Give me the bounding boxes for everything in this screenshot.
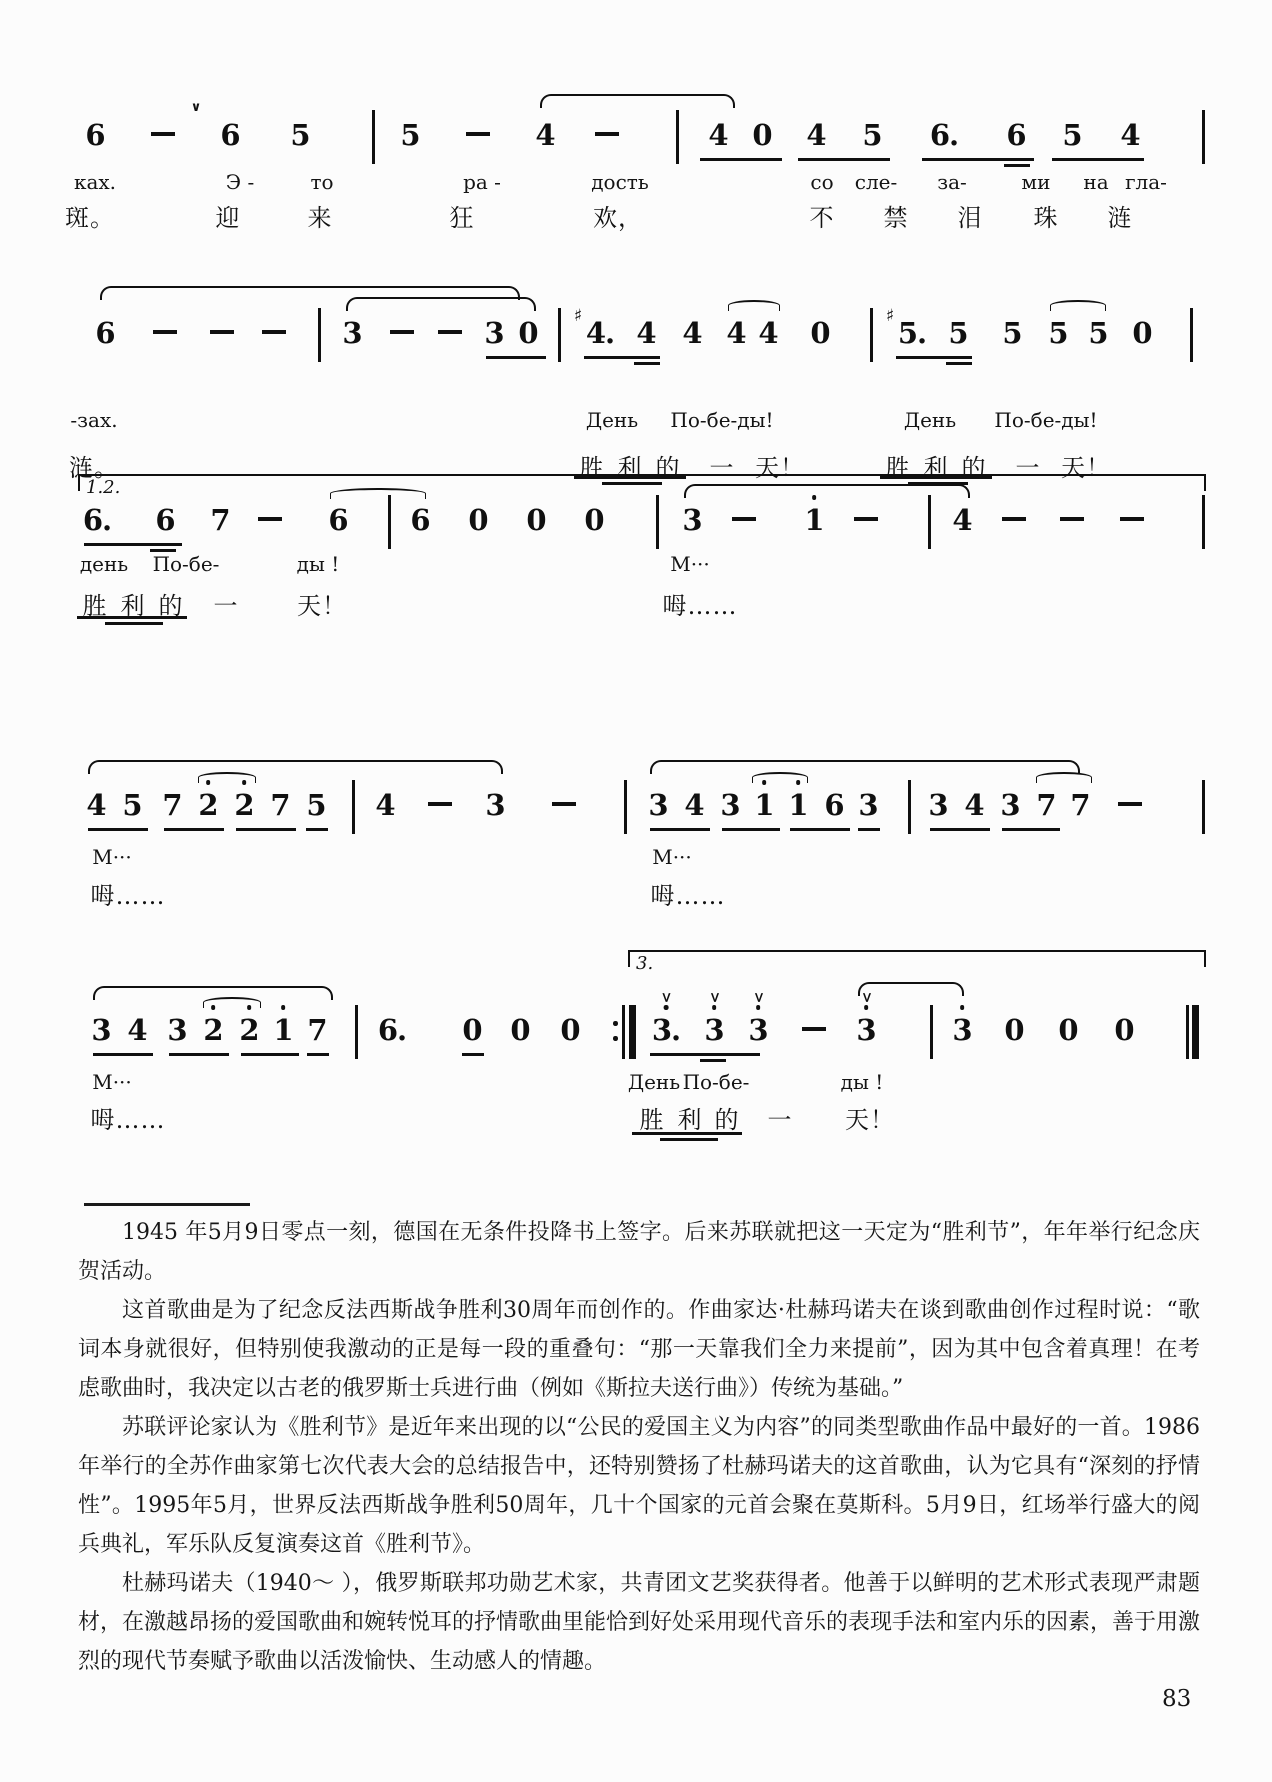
lyric-russian: М··· (92, 845, 132, 869)
beam-underline (700, 158, 782, 161)
beam-underline (88, 828, 148, 831)
lyric-chinese: 来 (307, 204, 333, 232)
rhythm-dash (552, 802, 576, 806)
lyric-chinese: 利 (617, 454, 643, 482)
note-digit: 2 (239, 1013, 258, 1047)
rhythm-dash (595, 132, 619, 136)
lyric-chinese: 泪 (957, 204, 983, 232)
note-digit: 4 (682, 316, 702, 350)
rhythm-dash (802, 1027, 826, 1031)
note-digit: 3 > (748, 991, 768, 1047)
beam-underline (486, 356, 546, 359)
volta-bracket (78, 474, 1206, 498)
beam-underline (634, 362, 660, 365)
note-digit: 7 (307, 1013, 327, 1047)
note-digit: 3 > (856, 991, 876, 1047)
note-digit: 4 (726, 316, 746, 350)
beam-underline (1052, 158, 1144, 161)
lyric-chinese: 胜 (82, 592, 108, 620)
paragraph: 这首歌曲是为了纪念反法西斯战争胜利30周年而创作的。作曲家达·杜赫玛诺夫在谈到歌曲创作过程时说：“歌词本身就很好，但特别使我激动的正是每一段的重叠句：“那一天靠我们全力来提前”，因为其中包含着真理！在考虑歌曲时，我决定以古老的俄罗斯士兵进行曲（例如《斯拉夫送行曲》）传统为基础。” (78, 1298, 1200, 1401)
lyric-chinese: 狂 (449, 204, 475, 232)
lyric-chinese: 利 (677, 1106, 703, 1134)
beam-underline (1004, 164, 1030, 167)
lyric-russian: ды ! (296, 552, 340, 576)
lyric-russian: ра - (463, 170, 501, 194)
lyric-chinese: 天！ (1061, 454, 1111, 482)
beam-underline (700, 1059, 726, 1062)
notes-text (78, 1213, 1200, 1681)
octave-dot (712, 1005, 717, 1010)
lyric-chinese: 一 (709, 454, 735, 482)
barline (1190, 308, 1193, 362)
note-digit: 3 (484, 316, 504, 350)
barline (352, 780, 355, 834)
beam-underline (462, 1053, 484, 1056)
note-digit: 3 (1000, 788, 1020, 822)
note-digit: 7 (1070, 788, 1090, 822)
note-digit: 5 (1088, 316, 1108, 350)
barline (1202, 495, 1205, 549)
lyric-chinese: 涟 (1107, 204, 1133, 232)
lyric-russian: Э - (225, 170, 255, 194)
lyric-chinese: 斑。 (65, 204, 115, 232)
rhythm-dash (732, 517, 756, 521)
lyric-russian: М··· (652, 845, 692, 869)
barline (622, 1005, 625, 1059)
note-digit: 1 (754, 788, 773, 822)
lyric-russian: день (79, 552, 129, 576)
note-digit: 3 (485, 788, 505, 822)
lyric-chinese: 天！ (845, 1106, 895, 1134)
accent-mark: > (658, 991, 674, 1003)
octave-dot (864, 1005, 869, 1010)
note-digit: 3 (167, 1013, 187, 1047)
volta-bracket (628, 950, 1206, 974)
note-digit: 5 (1062, 118, 1082, 152)
note-digit: 0 (1004, 1013, 1024, 1047)
slur-arc (728, 300, 780, 311)
accent-mark: > (750, 991, 766, 1003)
note-digit: 2 (234, 788, 253, 822)
note-digit: 4 (952, 503, 972, 537)
note-digit: 0 (1132, 316, 1152, 350)
barline (870, 308, 873, 362)
octave-dot (960, 1005, 965, 1010)
slur-bracket (88, 760, 503, 774)
barline (355, 1005, 358, 1059)
note-digit: 3 (720, 788, 740, 822)
lyric-russian: -зах. (70, 408, 118, 432)
rhythm-dash (1118, 802, 1142, 806)
lyric-chinese: 利 (923, 454, 949, 482)
accent-mark: > (706, 991, 722, 1003)
note-digit: 3 (342, 316, 362, 350)
note-digit: 5 (290, 118, 310, 152)
lyric-russian: По-бе- (152, 552, 220, 576)
slur-bracket (346, 297, 536, 311)
note-digit: 6 (1006, 118, 1026, 152)
lyric-chinese: 不 (809, 204, 835, 232)
lyric-chinese: 天！ (297, 592, 347, 620)
note-digit: 3 (858, 788, 878, 822)
barline (908, 780, 911, 834)
lyric-russian: гла- (1125, 170, 1167, 194)
beam-underline (650, 828, 710, 831)
note-digit: 1 (273, 1013, 292, 1047)
beam-underline (105, 622, 163, 625)
note-digit: 6. (377, 1013, 407, 1047)
rhythm-dash (466, 132, 490, 136)
lyric-russian: со (810, 170, 834, 194)
note-digit: 3 (91, 1013, 111, 1047)
note-digit: 5 (1002, 316, 1022, 350)
rhythm-dash (854, 517, 878, 521)
note-digit: 4 (375, 788, 395, 822)
lyric-chinese: 天！ (755, 454, 805, 482)
beam-underline (922, 158, 1034, 161)
lyric-chinese: 的 (714, 1106, 740, 1134)
lyric-chinese: 迎 (215, 204, 241, 232)
note-digit: 3 (952, 1013, 971, 1047)
barline (1202, 780, 1205, 834)
note-digit: 4 (806, 118, 826, 152)
lyric-chinese: 欢， (593, 204, 643, 232)
slur-bracket (858, 982, 964, 996)
beam-underline (946, 362, 972, 365)
beam-underline (241, 1053, 299, 1056)
beam-underline (306, 828, 328, 831)
lyric-russian: ды ! (840, 1070, 884, 1094)
slur-bracket (540, 94, 735, 108)
note-digit: 6 (85, 118, 105, 152)
note-digit: 7 (270, 788, 290, 822)
note-digit: 0 (810, 316, 830, 350)
lyric-chinese: 利 (120, 592, 146, 620)
lyric-russian: День (627, 1070, 681, 1094)
volta-label: 1.2. (86, 477, 121, 498)
note-digit: 0 (584, 503, 604, 537)
repeat-dot (613, 1036, 618, 1041)
lyric-russian: сле- (854, 170, 898, 194)
lyric-chinese: 一 (1015, 454, 1041, 482)
rhythm-dash (262, 330, 286, 334)
note-digit: 5 (306, 788, 326, 822)
lyric-russian: на (1083, 170, 1109, 194)
beam-underline (798, 158, 890, 161)
lyric-russian: День (585, 408, 639, 432)
repeat-dot (613, 1021, 618, 1026)
note-digit: 3 (682, 503, 702, 537)
barline (372, 110, 375, 164)
octave-dot (756, 1005, 761, 1010)
lyric-russian: По-бе- (682, 1070, 750, 1094)
note-digit: 3. > (651, 991, 681, 1047)
note-digit: 4 (535, 118, 555, 152)
beam-underline (660, 1138, 718, 1141)
note-digit: 7 (210, 503, 230, 537)
beam-underline (896, 356, 972, 359)
barline-thick (1192, 1005, 1199, 1059)
barline-thick (629, 1005, 636, 1059)
note-digit: 6. (82, 503, 112, 537)
note-digit: 6 (95, 316, 115, 350)
note-digit: 4 (127, 1013, 147, 1047)
note-digit: 1 (804, 503, 823, 537)
accent-mark: > (858, 991, 874, 1003)
rhythm-dash (1060, 517, 1084, 521)
lyric-chinese: 一 (213, 592, 239, 620)
lyric-chinese: 一 (767, 1106, 793, 1134)
beam-underline (584, 356, 660, 359)
beam-underline (307, 1053, 329, 1056)
octave-dot (664, 1005, 669, 1010)
note-digit: 5 (122, 788, 142, 822)
lyric-russian: По-бе-ды! (670, 408, 774, 432)
barline (656, 495, 659, 549)
note-digit: 0 (1058, 1013, 1078, 1047)
note-digit: 4 (86, 788, 106, 822)
note-digit: 0 (518, 316, 538, 350)
note-digit: 0 (560, 1013, 580, 1047)
note-digit: 5 (1048, 316, 1068, 350)
lyric-chinese: 胜 (885, 454, 911, 482)
lyric-russian: ках. (73, 170, 117, 194)
note-digit: 0 (1114, 1013, 1134, 1047)
beam-underline (930, 828, 990, 831)
barline (318, 308, 321, 362)
note-digit: 4. (585, 316, 615, 350)
sharp-mark: ♯ (573, 306, 583, 326)
lyric-chinese: 呣…… (662, 592, 738, 620)
barline (1202, 110, 1205, 164)
note-digit: 3 (648, 788, 668, 822)
beam-underline (93, 1053, 153, 1056)
beam-underline (84, 543, 182, 546)
lyric-russian: М··· (92, 1070, 132, 1094)
note-digit: 4 (758, 316, 778, 350)
rhythm-dash (210, 330, 234, 334)
page-number: 83 (1162, 1686, 1192, 1712)
note-digit: 3 (928, 788, 948, 822)
note-digit: 1 (788, 788, 807, 822)
slur-arc (203, 997, 261, 1008)
rhythm-dash (390, 330, 414, 334)
lyric-chinese: 呣…… (90, 1106, 166, 1134)
rhythm-dash (153, 330, 177, 334)
sharp-mark: ♯ (885, 306, 895, 326)
slur-bracket (650, 760, 1080, 774)
lyric-russian: По-бе-ды! (994, 408, 1098, 432)
note-digit: 5. (897, 316, 927, 350)
note-digit: 4 (1120, 118, 1140, 152)
slur-arc (198, 772, 256, 783)
note-digit: 6 (220, 118, 240, 152)
note-digit: 0 (752, 118, 772, 152)
note-digit: 0 (462, 1013, 482, 1047)
barline (388, 495, 391, 549)
barline (558, 308, 561, 362)
paragraph: 1945 年5月9日零点一刻，德国在无条件投降书上签字。后来苏联就把这一天定为“胜利节”，年年举行纪念庆贺活动。 (78, 1220, 1200, 1284)
lyric-russian: День (903, 408, 957, 432)
paragraph: 苏联评论家认为《胜利节》是近年来出现的以“公民的爱国主义为内容”的同类型歌曲作品中最好的一首。1986年举行的全苏作曲家第七次代表大会的总结报告中，还特别赞扬了杜赫玛诺夫的这首歌曲，认为它具有“深刻的抒情性”。1995年5月，世界反法西斯战争胜利50周年，几十个国家的元首会聚在莫斯科。5月9日，红场举行盛大的阅兵典礼，军乐队反复演奏这首《胜利节》。 (78, 1415, 1200, 1557)
lyric-chinese: 胜 (579, 454, 605, 482)
octave-dot (281, 1005, 286, 1010)
note-digit: 6. (929, 118, 959, 152)
note-digit: 5 (862, 118, 882, 152)
rhythm-dash (428, 802, 452, 806)
beam-underline (236, 828, 296, 831)
lyric-chinese: 胜 (639, 1106, 665, 1134)
lyric-russian: ми (1021, 170, 1051, 194)
note-digit: 4 (964, 788, 984, 822)
lyric-chinese: 的 (158, 592, 184, 620)
rhythm-dash (151, 132, 175, 136)
rhythm-dash (258, 517, 282, 521)
note-digit: 6 (155, 503, 175, 537)
barline (676, 110, 679, 164)
note-digit: 4 (636, 316, 656, 350)
beam-underline (164, 828, 224, 831)
note-digit: 2 (198, 788, 217, 822)
volta-label: 3. (636, 953, 654, 974)
slur-arc (1036, 772, 1092, 783)
rhythm-dash (438, 330, 462, 334)
beam-underline (722, 828, 780, 831)
barline (930, 1005, 933, 1059)
lyric-chinese: 涟。 (69, 454, 119, 482)
barline (624, 780, 627, 834)
note-digit: 6 (824, 788, 844, 822)
slur-arc (752, 772, 808, 783)
note-digit: 6 (410, 503, 430, 537)
lyric-chinese: 的 (961, 454, 987, 482)
note-digit: 0 (510, 1013, 530, 1047)
breath-mark: ∨ (190, 100, 202, 115)
lyric-chinese: 呣…… (650, 882, 726, 910)
barline (928, 495, 931, 549)
note-digit: 5 (400, 118, 420, 152)
note-digit: 4 (708, 118, 728, 152)
lyric-chinese: 呣…… (90, 882, 166, 910)
note-digit: 5 (948, 316, 968, 350)
beam-underline (169, 1053, 229, 1056)
beam-underline (858, 828, 880, 831)
footnote-divider (84, 1203, 250, 1206)
note-digit: 0 (468, 503, 488, 537)
note-digit: 4 (684, 788, 704, 822)
slur-arc (1050, 300, 1106, 311)
barline (1186, 1005, 1189, 1059)
paragraph: 杜赫玛诺夫（1940～ ），俄罗斯联邦功勋艺术家，共青团文艺奖获得者。他善于以鲜明的艺术形式表现严肃题材，在激越昂扬的爱国歌曲和婉转悦耳的抒情歌曲里能恰到好处采用现代音乐的表现手法和室内乐的因素，善于用激烈的现代节奏赋予歌曲以活泼愉快、生动感人的情趣。 (78, 1571, 1201, 1674)
lyric-russian: дость (591, 170, 649, 194)
note-digit: 7 (1036, 788, 1056, 822)
rhythm-dash (1002, 517, 1026, 521)
rhythm-dash (1120, 517, 1144, 521)
beam-underline (790, 828, 850, 831)
note-digit: 6 (328, 503, 348, 537)
beam-underline (650, 1053, 760, 1056)
note-digit: 3 > (704, 991, 724, 1047)
lyric-russian: то (310, 170, 334, 194)
lyric-chinese: 的 (655, 454, 681, 482)
lyric-chinese: 珠 (1033, 204, 1059, 232)
note-digit: 0 (526, 503, 546, 537)
lyric-chinese: 禁 (883, 204, 909, 232)
lyric-russian: М··· (670, 552, 710, 576)
beam-underline (1002, 828, 1060, 831)
lyric-russian: за- (937, 170, 967, 194)
note-digit: 2 (203, 1013, 222, 1047)
note-digit: 7 (162, 788, 182, 822)
